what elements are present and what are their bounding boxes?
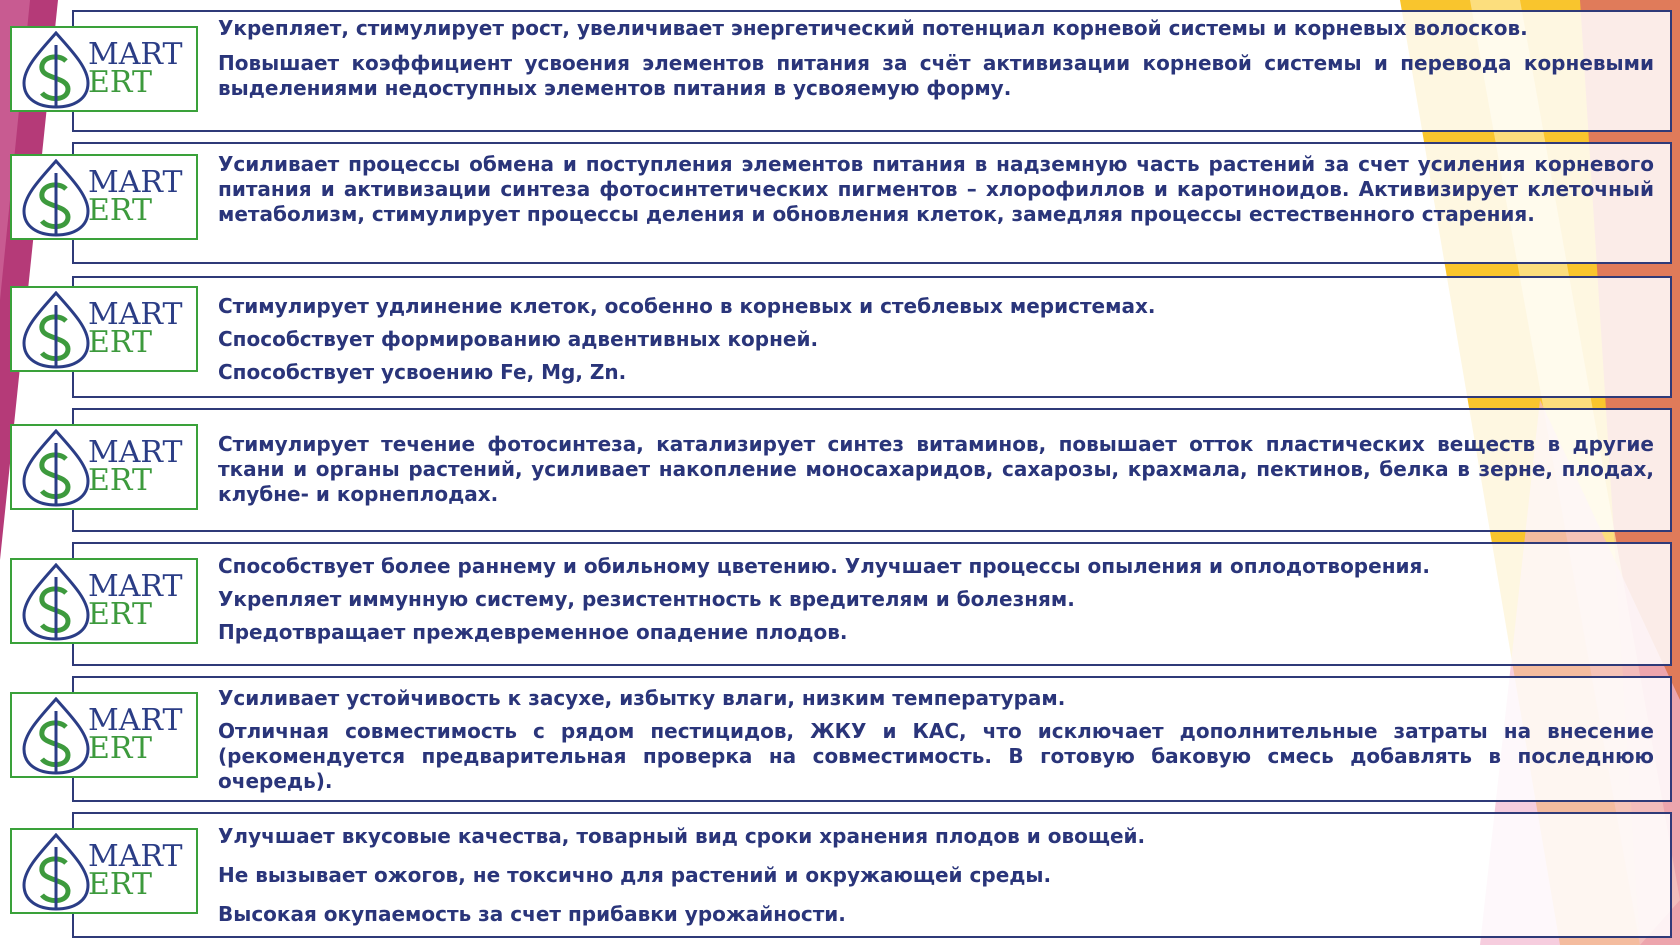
feature-text	[218, 686, 1654, 794]
leaf-s-emblem-icon	[18, 291, 94, 369]
logo-text-top: MART	[88, 165, 183, 200]
smart-sert-logo	[10, 692, 198, 778]
logo-text-bottom: ERT	[88, 463, 152, 498]
feature-paragraph: Предотвращает преждевременное опадение плодов.	[218, 620, 848, 644]
feature-text	[218, 16, 1654, 109]
feature-paragraph: Высокая окупаемость за счет прибавки урожайности.	[218, 902, 846, 926]
feature-row	[0, 542, 1680, 666]
feature-row	[0, 812, 1680, 938]
logo-text-top: MART	[88, 297, 183, 332]
logo-text-top: MART	[88, 435, 183, 470]
feature-paragraph: Улучшает вкусовые качества, товарный вид сроки хранения плодов и овощей.	[218, 824, 1146, 848]
feature-row	[0, 10, 1680, 132]
logo-text-bottom: ERT	[88, 193, 152, 228]
logo-text-bottom: ERT	[88, 867, 152, 902]
feature-paragraph: Стимулирует течение фотосинтеза, катализирует синтез витаминов, повышает отток пластических веществ в другие ткани и органы растений, усиливает накопление моносахаридов, сахарозы, крахмала, пектинов, белка в зерне, плодах, клубне- и корнеплодах.	[218, 432, 1654, 506]
leaf-s-emblem-icon	[18, 833, 94, 911]
leaf-s-emblem-icon	[18, 31, 94, 109]
feature-paragraph: Укрепляет иммунную систему, резистентность к вредителям и болезням.	[218, 587, 1075, 611]
feature-row	[0, 142, 1680, 264]
feature-text	[218, 554, 1654, 653]
smart-sert-logo	[10, 558, 198, 644]
feature-paragraph: Не вызывает ожогов, не токсично для растений и окружающей среды.	[218, 863, 1052, 887]
feature-row	[0, 676, 1680, 802]
logo-text-bottom: ERT	[88, 731, 152, 766]
feature-text	[218, 152, 1654, 235]
leaf-s-emblem-icon	[18, 563, 94, 641]
feature-box	[72, 10, 1672, 132]
feature-paragraph: Способствует более раннему и обильному цветению. Улучшает процессы опыления и оплодотворения.	[218, 554, 1430, 578]
leaf-s-emblem-icon	[18, 697, 94, 775]
feature-paragraph: Усиливает процессы обмена и поступления элементов питания в надземную часть растений за счет усиления корневого питания и активизации синтеза фотосинтетических пигментов – хлорофиллов и каротиноидов. Активизирует клеточный метаболизм, стимулирует процессы деления и обновления клеток, замедляя процессы естественного старения.	[218, 152, 1654, 226]
logo-text-top: MART	[88, 569, 183, 604]
leaf-s-emblem-icon	[18, 159, 94, 237]
feature-text	[218, 824, 1654, 935]
smart-sert-logo	[10, 26, 198, 112]
feature-row	[0, 408, 1680, 532]
feature-box	[72, 812, 1672, 938]
feature-paragraph: Усиливает устойчивость к засухе, избытку влаги, низким температурам.	[218, 686, 1066, 710]
feature-text	[218, 432, 1654, 515]
logo-text-top: MART	[88, 839, 183, 874]
logo-text-bottom: ERT	[88, 65, 152, 100]
logo-text-bottom: ERT	[88, 325, 152, 360]
logo-text-top: MART	[88, 703, 183, 738]
feature-paragraph: Отличная совместимость с рядом пестицидов, ЖКУ и КАС, что исключает дополнительные затраты на внесение (рекомендуется предварительная проверка на совместимость. В готовую баковую смесь добавлять в последнюю очередь).	[218, 719, 1654, 793]
feature-paragraph: Способствует усвоению Fe, Mg, Zn.	[218, 360, 627, 384]
feature-paragraph: Укрепляет, стимулирует рост, увеличивает энергетический потенциал корневой системы и корневых волосков.	[218, 16, 1528, 40]
smart-sert-logo	[10, 154, 198, 240]
feature-text	[218, 294, 1654, 393]
feature-paragraph: Способствует формированию адвентивных корней.	[218, 327, 819, 351]
feature-row	[0, 276, 1680, 398]
feature-box	[72, 676, 1672, 802]
smart-sert-logo	[10, 286, 198, 372]
feature-box	[72, 542, 1672, 666]
logo-text-top: MART	[88, 37, 183, 72]
smart-sert-logo	[10, 424, 198, 510]
feature-paragraph: Стимулирует удлинение клеток, особенно в корневых и стеблевых меристемах.	[218, 294, 1156, 318]
feature-box	[72, 142, 1672, 264]
feature-box	[72, 408, 1672, 532]
smart-sert-logo	[10, 828, 198, 914]
feature-box	[72, 276, 1672, 398]
logo-text-bottom: ERT	[88, 597, 152, 632]
leaf-s-emblem-icon	[18, 429, 94, 507]
feature-paragraph: Повышает коэффициент усвоения элементов питания за счёт активизации корневой системы и перевода корневыми выделениями недоступных элементов питания в усвояемую форму.	[218, 51, 1654, 100]
